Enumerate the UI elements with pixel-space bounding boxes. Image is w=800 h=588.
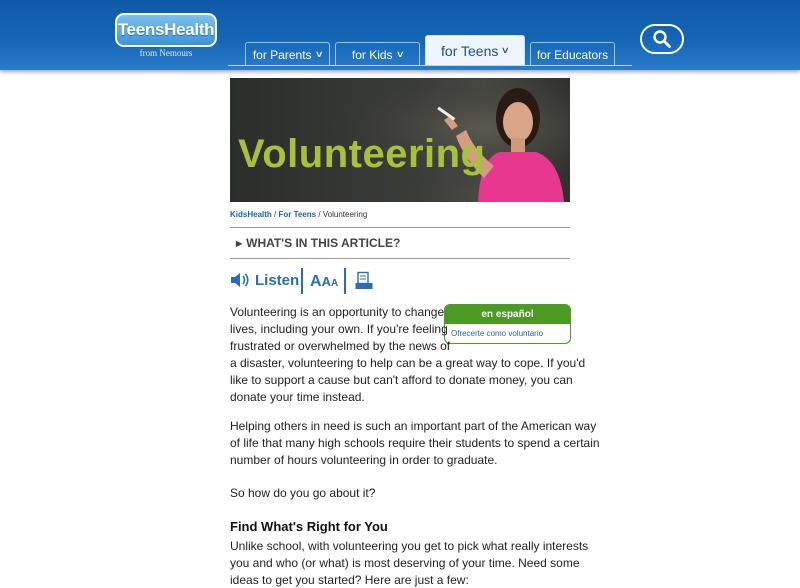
- text-line: Volunteering is an opportunity to change: [230, 305, 445, 319]
- tab-for-teens[interactable]: [425, 35, 525, 66]
- toc-toggle[interactable]: [236, 236, 400, 250]
- hero-image: [230, 78, 570, 202]
- listen-button[interactable]: [230, 270, 299, 290]
- breadcrumb: [230, 210, 367, 219]
- divider: [230, 258, 570, 259]
- logo-subtitle: from Nemours: [139, 48, 193, 58]
- tab-for-kids[interactable]: [335, 42, 420, 66]
- text-line: you and who (or what) is most deserving of your time. Need some: [230, 556, 580, 570]
- chevron-down-icon: ∨: [395, 49, 405, 59]
- teenshealth-logo[interactable]: [115, 13, 217, 47]
- listen-label: Listen: [255, 271, 300, 289]
- tab-label: for Educators: [536, 47, 609, 62]
- text-line: lives, including your own. If you're feeling: [230, 322, 448, 336]
- text-line: of life that many high schools require their students to spend a certain: [230, 436, 600, 450]
- text-line: a disaster, volunteering to help can be a great way to cope. If you'd: [230, 356, 586, 370]
- print-button[interactable]: [354, 271, 374, 296]
- article-paragraph: [230, 538, 588, 588]
- section-heading: Find What's Right for You: [230, 519, 388, 534]
- print-icon: [354, 271, 374, 291]
- text-line: number of hours volunteering in order to graduate.: [230, 453, 498, 467]
- tool-separator: [301, 268, 303, 294]
- breadcrumb-kidshealth[interactable]: KidsHealth: [230, 210, 272, 219]
- site-header: [0, 0, 800, 70]
- tab-for-educators[interactable]: [530, 42, 615, 66]
- breadcrumb-for-teens[interactable]: For Teens: [278, 210, 317, 219]
- text-line: ideas to get you started? Here are just a few:: [230, 573, 469, 587]
- search-icon: [652, 29, 672, 49]
- article-paragraph: So how do you go about it?: [230, 486, 376, 500]
- toc-label: WHAT'S IN THIS ARTICLE?: [246, 236, 401, 250]
- text-size-button[interactable]: [310, 273, 338, 291]
- tool-separator: [344, 268, 346, 294]
- text-size-icon: AAA: [310, 273, 339, 290]
- divider: [230, 227, 570, 228]
- en-espanol-header: en español: [445, 305, 570, 324]
- logo-text: TeensHealth: [117, 20, 215, 39]
- tab-label: for Teens: [441, 42, 499, 59]
- nav-underline: [228, 65, 632, 66]
- chevron-down-icon: ∨: [501, 45, 511, 55]
- triangle-right-icon: ▶: [236, 239, 243, 248]
- text-line: frustrated or overwhelmed by the news of: [230, 339, 451, 353]
- spanish-article-link[interactable]: Ofrecerte como voluntario: [451, 329, 544, 338]
- speaker-icon: [230, 271, 252, 289]
- breadcrumb-current: Volunteering: [322, 210, 368, 219]
- breadcrumb-separator: /: [271, 210, 279, 219]
- text-line: like to support a cause but can't afford to donate money, you can: [230, 373, 573, 387]
- tab-label: for Kids: [351, 47, 393, 62]
- tab-label: for Parents: [252, 47, 312, 62]
- text-line: donate your time instead.: [230, 390, 365, 404]
- search-button[interactable]: [640, 24, 684, 54]
- text-line: Helping others in need is such an important part of the American way: [230, 419, 597, 433]
- article-paragraph: [230, 418, 600, 469]
- hero-title: Volunteering: [238, 132, 486, 176]
- tab-for-parents[interactable]: [245, 42, 330, 66]
- breadcrumb-separator: /: [316, 210, 323, 219]
- chevron-down-icon: ∨: [314, 49, 324, 59]
- text-line: Unlike school, with volunteering you get to pick what really interests: [230, 539, 589, 553]
- article-paragraph: [230, 304, 585, 406]
